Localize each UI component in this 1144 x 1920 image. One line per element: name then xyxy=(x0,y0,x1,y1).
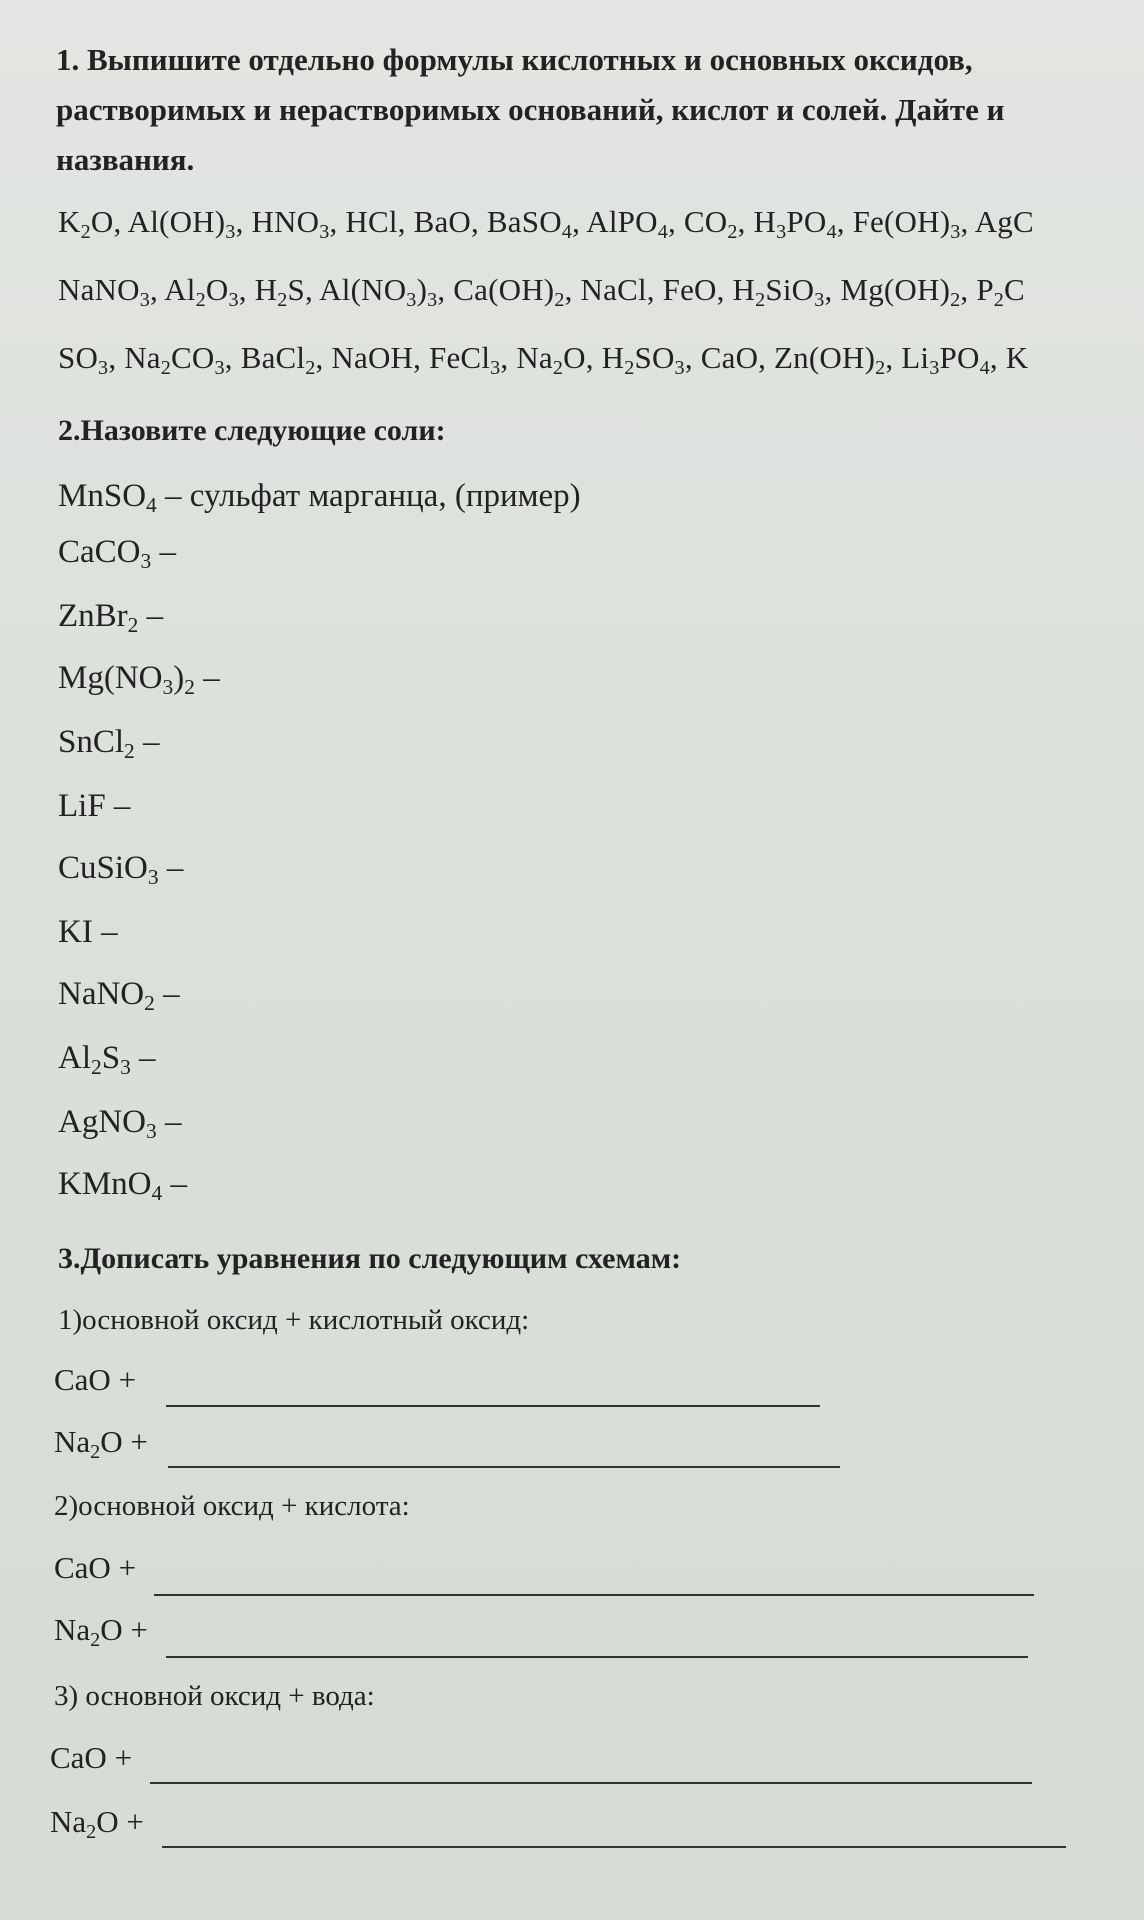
scheme-2-eq-na2o: $Na_2O$ + xyxy=(54,1612,148,1651)
scheme-2-eq-cao: CaO + xyxy=(54,1550,137,1585)
scheme-3-title: 3) основной оксид + вода: xyxy=(54,1680,375,1712)
formula-row-1: $K_2O$, $Al(OH)_3$, $HNO_3$, HCl, BaO, BaSO$_4$, AlPO$_4$, $CO_2$, $H_3PO_4$, $Fe(OH)_3$, AgC xyxy=(58,204,1034,243)
salt-item-lif: LiF – xyxy=(58,788,131,824)
scheme-1-eq-cao: CaO + xyxy=(54,1362,137,1397)
scheme-1-title: 1)основной оксид + кислотный оксид: xyxy=(58,1304,530,1336)
scheme-1-answer-line-1[interactable] xyxy=(166,1405,820,1407)
task1-heading-line-3: названия. xyxy=(56,142,195,177)
salt-item-mgno32: $Mg(NO_3)_2$ – xyxy=(58,660,220,699)
scheme-2-answer-line-2[interactable] xyxy=(166,1656,1028,1658)
task1-heading-line-2: растворимых и нерастворимых оснований, кислот и солей. Дайте и xyxy=(56,92,1005,127)
scheme-3-eq-cao: CaO + xyxy=(50,1740,133,1775)
scheme-1-answer-line-2[interactable] xyxy=(168,1466,840,1468)
task2-heading: 2.Назовите следующие соли: xyxy=(58,414,446,447)
formula-row-2: NaNO$_3$, $Al_2O_3$, $H_2S$, $Al(NO_3)_3$, $Ca(OH)_2$, NaCl, FeO, $H_2SiO_3$, $Mg(OH)_2$, $P_2C$ xyxy=(58,272,1025,311)
salt-item-agno3: AgNO$_3$ – xyxy=(58,1104,182,1143)
salt-item-znbr2: ZnBr$_2$ – xyxy=(58,598,164,637)
salt-item-cusio3: CuSiO$_3$ – xyxy=(58,850,184,889)
salt-item-ki: KI – xyxy=(58,914,118,950)
salt-item-caco3: CaCO$_3$ – xyxy=(58,534,176,573)
scheme-2-title: 2)основной оксид + кислота: xyxy=(54,1490,410,1522)
salt-item-nano2: NaNO$_2$ – xyxy=(58,976,180,1015)
task3-heading: 3.Дописать уравнения по следующим схемам: xyxy=(58,1242,682,1275)
scheme-3-eq-na2o: $Na_2O$ + xyxy=(50,1804,144,1843)
salt-item-al2s3: $Al_2S_3$ – xyxy=(58,1040,156,1079)
salt-item-sncl2: SnCl$_2$ – xyxy=(58,724,160,763)
salt-item-kmno4: KMnO$_4$ – xyxy=(58,1166,187,1205)
task1-heading-line-1: 1. Выпишите отдельно формулы кислотных и основных оксидов, xyxy=(56,42,973,77)
scheme-3-answer-line-1[interactable] xyxy=(150,1782,1032,1784)
scheme-3-answer-line-2[interactable] xyxy=(162,1846,1066,1848)
scheme-2-answer-line-1[interactable] xyxy=(154,1594,1034,1596)
salt-item-mnso4: MnSO$_4$ – сульфат марганца, (пример) xyxy=(58,478,581,517)
scheme-1-eq-na2o: $Na_2O$ + xyxy=(54,1424,148,1463)
formula-row-3: $SO_3$, $Na_2CO_3$, BaCl$_2$, NaOH, FeCl$_3$, $Na_2O$, $H_2SO_3$, CaO, $Zn(OH)_2$, $Li_3PO_4$, K xyxy=(58,340,1029,379)
